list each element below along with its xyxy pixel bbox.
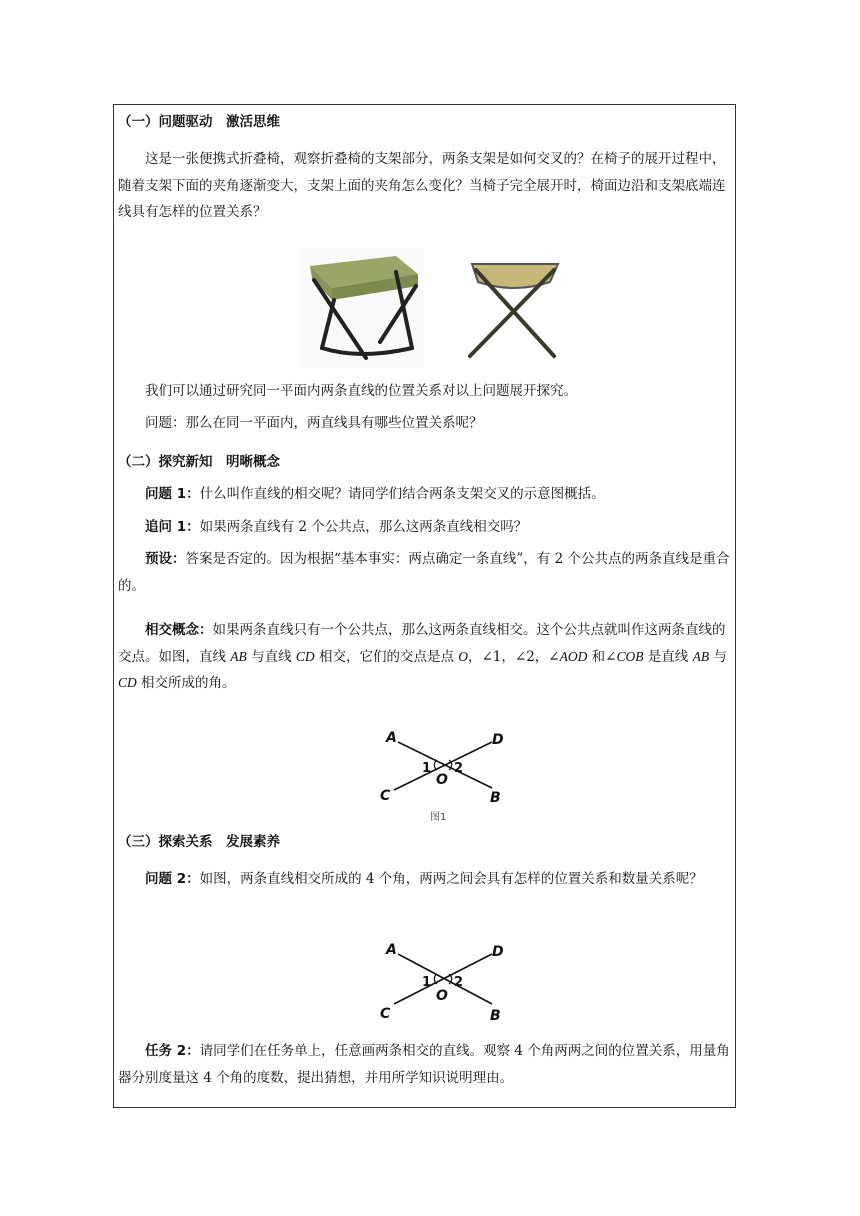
fig2-label-b: B (490, 1008, 501, 1024)
question-1-label: 问题 1： (145, 486, 200, 502)
task-2 (118, 1038, 730, 1091)
fig1-angle-1: 1 (422, 761, 432, 776)
section1-heading: （一）问题驱动 激活思维 (118, 114, 280, 130)
preset-label: 预设： (145, 551, 186, 567)
concept-text-1: 如果两条直线只有一个公共点，那么这两条直线相交。这个公共点就叫作这两条直线的交点。如图，直线 (118, 622, 726, 665)
fig1-label-a: A (386, 730, 397, 746)
concept-text-3: 相交，它们的交点是点 (314, 648, 459, 665)
folding-chair-photo-1 (300, 248, 424, 368)
concept-text-5: 和∠ (587, 648, 617, 665)
line-ab-2: AB (692, 648, 710, 664)
question-1 (118, 481, 730, 508)
point-o: O (458, 648, 468, 664)
line-cd-2: CD (118, 675, 137, 690)
task-2-text: 请同学们在任务单上，任意画两条相交的直线。观察 4 个角两两之间的位置关系，用量角器分别度量这 4 个角的度数，提出猜想，并用所学知识说明理由。 (118, 1043, 730, 1086)
intersecting-lines-figure-1 (380, 728, 510, 828)
question-1-text: 什么叫作直线的相交呢？请同学们结合两条支架交叉的示意图概括。 (199, 486, 605, 502)
follow-up-1-text: 如果两条直线有 2 个公共点，那么这两条直线相交吗？ (199, 519, 528, 535)
figure-1-caption: 图1 (430, 812, 447, 823)
intersection-concept (118, 617, 730, 697)
fig1-label-o: O (436, 772, 448, 788)
section1-para3: 问题：那么在同一平面内，两直线具有哪些位置关系呢？ (145, 415, 483, 431)
question-2-text: 如图，两条直线相交所成的 4 个角，两两之间会具有怎样的位置关系和数量关系呢？ (199, 871, 703, 887)
fig1-angle-2: 2 (454, 761, 464, 776)
folding-chair-photo-2 (464, 258, 564, 362)
follow-up-1 (118, 514, 730, 541)
concept-text-2: 与直线 (246, 648, 296, 665)
concept-label: 相交概念： (145, 622, 213, 638)
intersecting-lines-figure-2 (380, 938, 510, 1028)
concept-text-8: 相交所成的角。 (136, 675, 236, 691)
fig2-label-o: O (436, 988, 448, 1004)
angle-cob: COB (616, 648, 644, 664)
fig1-label-c: C (380, 788, 391, 804)
line-ab: AB (230, 648, 247, 664)
task-2-label: 任务 2： (145, 1043, 200, 1059)
section1-para2: 我们可以通过研究同一平面内两条直线的位置关系对以上问题展开探究。 (145, 383, 577, 399)
follow-up-1-label: 追问 1： (145, 519, 200, 535)
question-2-label: 问题 2： (145, 871, 200, 887)
fig2-angle-2: 2 (454, 975, 464, 990)
preset-answer (118, 546, 730, 599)
concept-text-7: 与 (709, 648, 727, 665)
fig1-label-d: D (492, 732, 504, 748)
section3-heading: （三）探索关系 发展素养 (118, 834, 280, 850)
fig1-label-b: B (490, 790, 501, 806)
concept-text-6: 是直线 (643, 648, 693, 665)
fig2-label-a: A (386, 942, 397, 958)
section2-heading: （二）探究新知 明晰概念 (118, 454, 280, 470)
section1-para1: 这是一张便携式折叠椅，观察折叠椅的支架部分，两条支架是如何交叉的？在椅子的展开过程中，随着支架下面的夹角逐渐变大，支架上面的夹角怎么变化？当椅子完全展开时，椅面边沿和支架底端连线具有怎样的位置关系？ (118, 151, 726, 220)
preset-text: 答案是否定的。因为根据“基本事实：两点确定一条直线”，有 2 个公共点的两条直线是重合的。 (118, 551, 730, 594)
angle-aod: AOD (559, 648, 588, 664)
fig2-label-c: C (380, 1006, 391, 1022)
question-2 (118, 866, 730, 893)
concept-text-4: ，∠1，∠2，∠ (468, 648, 560, 665)
fig2-label-d: D (492, 944, 504, 960)
fig2-angle-1: 1 (422, 975, 432, 990)
line-cd: CD (295, 648, 315, 664)
